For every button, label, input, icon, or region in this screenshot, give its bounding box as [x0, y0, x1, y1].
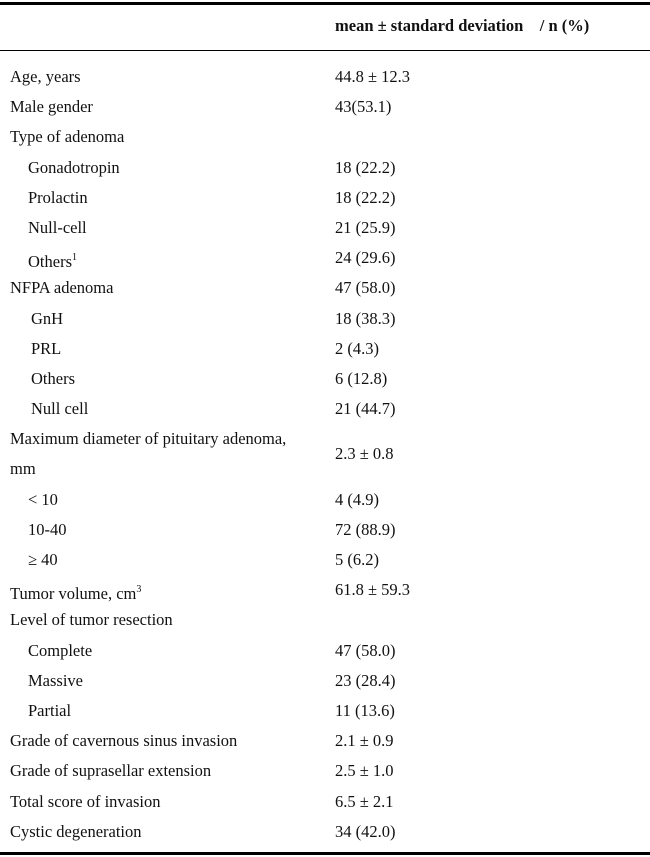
row-label-text: ≥ 40 — [28, 550, 58, 570]
table-row — [0, 636, 650, 666]
row-label-text: Partial — [28, 700, 72, 720]
table-top-rule — [0, 2, 650, 5]
row-label-text: Maximum diameter of pituitary adenoma, — [10, 429, 287, 449]
table-row — [0, 696, 650, 726]
row-value: 21 (25.9) — [335, 217, 396, 237]
row-value: 18 (22.2) — [335, 187, 396, 207]
row-value: 24 (29.6) — [335, 248, 396, 268]
row-label-continuation: mm — [10, 459, 36, 479]
row-label-text: Grade of cavernous sinus invasion — [10, 731, 238, 751]
column-header-value: mean ± standard deviation / n (%) — [335, 16, 590, 35]
row-value: 23 (28.4) — [335, 670, 396, 690]
row-label — [28, 696, 71, 726]
header-rule — [0, 50, 650, 51]
row-label-text: Age, years — [10, 67, 81, 86]
row-label — [10, 92, 93, 122]
row-label — [10, 122, 124, 152]
row-value: 4 (4.9) — [335, 489, 379, 509]
row-value: 43(53.1) — [335, 97, 392, 117]
row-label — [10, 605, 173, 635]
table-row — [0, 485, 650, 515]
row-label-text: Complete — [28, 640, 93, 660]
table-row — [0, 605, 650, 635]
row-label-text: Null-cell — [28, 217, 87, 237]
row-label — [10, 756, 211, 786]
row-label — [28, 636, 92, 666]
row-label-text: Level of tumor resection — [10, 610, 173, 630]
row-value: 44.8 ± 12.3 — [335, 67, 411, 86]
row-label — [10, 62, 81, 92]
row-label-text: 10-40 — [28, 519, 67, 539]
row-label-text: Massive — [28, 670, 83, 690]
row-label — [28, 243, 77, 277]
table-row — [0, 304, 650, 334]
row-label-text: Others — [31, 368, 75, 388]
row-value: 5 (6.2) — [335, 550, 379, 570]
row-label — [10, 273, 113, 303]
row-label-text: Grade of suprasellar extension — [10, 761, 212, 781]
row-value: 6.5 ± 2.1 — [335, 791, 394, 811]
table-row — [0, 575, 650, 605]
row-label-text: < 10 — [28, 489, 58, 509]
row-label-text: GnH — [31, 308, 64, 328]
row-label-text: Tumor volume, cm — [10, 584, 137, 604]
row-label-text: Gonadotropin — [28, 157, 120, 177]
row-label — [10, 424, 286, 484]
row-label — [31, 304, 63, 334]
superscript: 1 — [72, 252, 77, 264]
row-value: 61.8 ± 59.3 — [335, 580, 411, 600]
row-label — [31, 364, 75, 394]
table-row — [0, 273, 650, 303]
row-label-text: Total score of invasion — [10, 791, 161, 811]
row-label-text: NFPA adenoma — [10, 278, 114, 298]
row-label — [28, 153, 120, 183]
row-value: 2.3 ± 0.8 — [335, 444, 394, 464]
table-row — [0, 122, 650, 152]
table-row — [0, 364, 650, 394]
table-row — [0, 243, 650, 273]
table-row — [0, 424, 650, 484]
table-row — [0, 787, 650, 817]
row-label — [10, 817, 142, 847]
row-label — [10, 787, 161, 817]
row-value: 2 (4.3) — [335, 338, 379, 358]
row-value: 47 (58.0) — [335, 640, 396, 660]
row-label — [10, 575, 141, 609]
row-value: 72 (88.9) — [335, 519, 396, 539]
row-value: 2.5 ± 1.0 — [335, 761, 394, 781]
row-label-text: Prolactin — [28, 187, 88, 207]
table-row — [0, 334, 650, 364]
row-label — [31, 334, 61, 364]
table-row — [0, 394, 650, 424]
row-value: 47 (58.0) — [335, 278, 396, 298]
table-row — [0, 817, 650, 847]
row-value: 11 (13.6) — [335, 700, 395, 720]
table-row — [0, 183, 650, 213]
table-row — [0, 92, 650, 122]
row-label — [31, 394, 88, 424]
table-row — [0, 726, 650, 756]
row-value: 34 (42.0) — [335, 821, 396, 841]
table-bottom-rule — [0, 852, 650, 855]
row-label-text: Others — [28, 252, 72, 272]
row-value: 2.1 ± 0.9 — [335, 731, 394, 751]
table-row — [0, 756, 650, 786]
row-label — [28, 666, 83, 696]
row-label-text: Male gender — [10, 97, 93, 117]
row-value: 18 (22.2) — [335, 157, 396, 177]
row-label-text: Type of adenoma — [10, 127, 125, 147]
row-label-text: Null cell — [31, 399, 89, 419]
row-value: 21 (44.7) — [335, 399, 396, 419]
superscript: 3 — [136, 584, 142, 596]
row-label-text: PRL — [31, 338, 62, 358]
table-row — [0, 545, 650, 575]
row-label — [28, 183, 88, 213]
row-label — [28, 515, 67, 545]
row-label — [28, 485, 58, 515]
row-label — [10, 726, 237, 756]
row-value: 18 (38.3) — [335, 308, 396, 328]
row-label-text: Cystic degeneration — [10, 821, 142, 841]
row-label — [28, 213, 87, 243]
row-value: 6 (12.8) — [335, 368, 388, 388]
row-label — [28, 545, 58, 575]
table-row — [0, 62, 650, 92]
table-row — [0, 153, 650, 183]
table-row — [0, 515, 650, 545]
characteristics-table — [0, 62, 650, 847]
table-row — [0, 666, 650, 696]
table-row — [0, 213, 650, 243]
